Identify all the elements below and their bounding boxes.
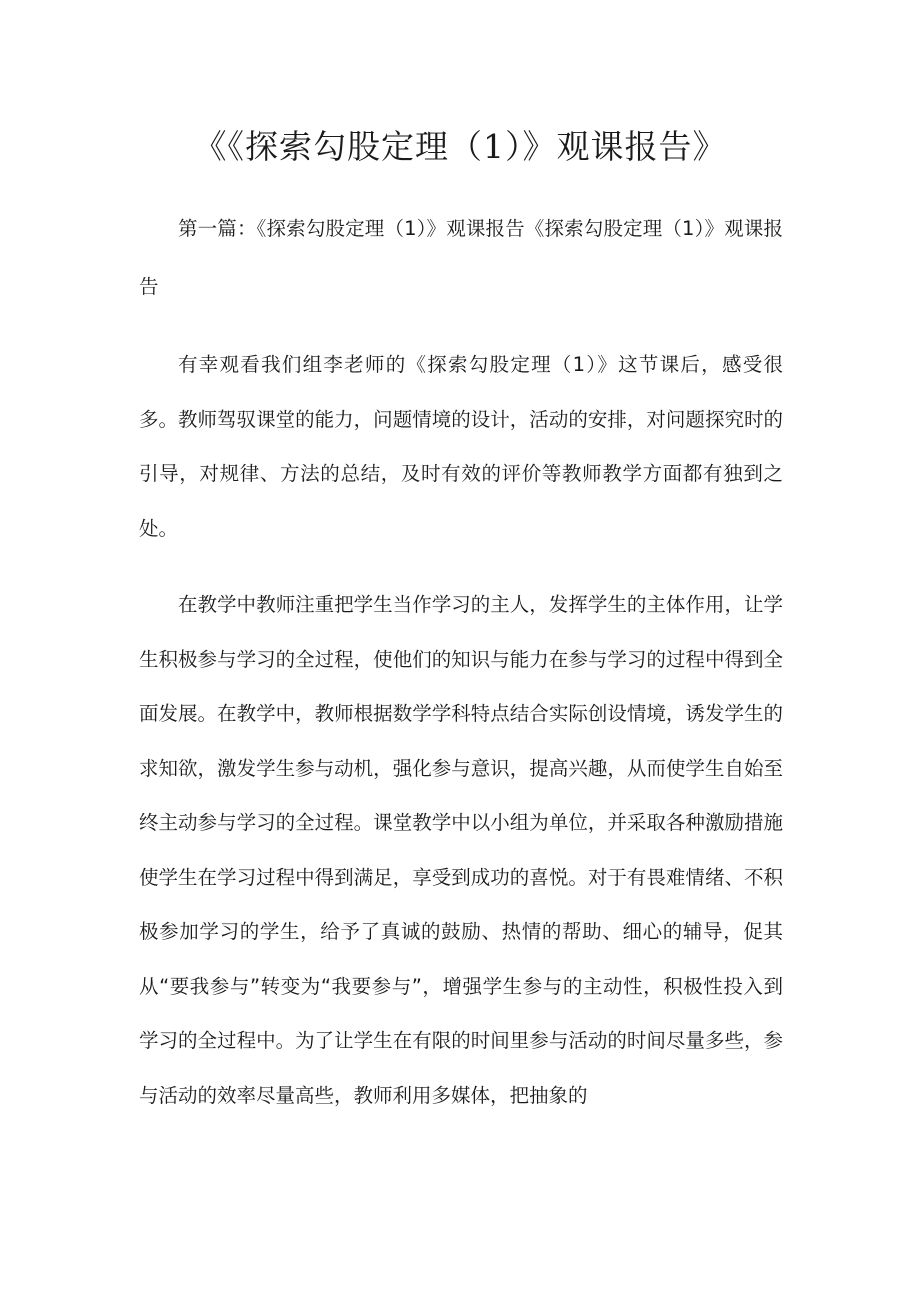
paragraph-teaching: 在教学中教师注重把学生当作学习的主人，发挥学生的主体作用，让学生积极参与学习的全过程，使他们的知识与能力在参与学习的过程中得到全面发展。在教学中，教师根据数学学科特点结合实际创设情境，诱发学生的求知欲，激发学生参与动机，强化参与意识，提高兴趣，从而使学生自始至终主动参与学习的全过程。课堂教学中以小组为单位，并采取各种激励措施使学生在学习过程中得到满足，享受到成功的喜悦。对于有畏难情绪、不积极参加学习的学生，给予了真诚的鼓励、热情的帮助、细心的辅导，促其从“要我参与”转变为“我要参与”，增强学生参与的主动性，积极性投入到学习的全过程中。为了让学生在有限的时间里参与活动的时间尽量多些，参与活动的效率尽量高些，教师利用多媒体，把抽象的 (139, 593, 783, 1107)
document-title: 《《探索勾股定理（1）》观课报告》 (193, 127, 727, 166)
document-body (139, 200, 783, 1145)
paragraph-intro: 有幸观看我们组李老师的《探索勾股定理（1）》这节课后，感受很多。教师驾驭课堂的能力，问题情境的设计，活动的安排，对问题探究时的引导，对规律、方法的总结，及时有效的评价等教师教学方面都有独到之处。 (139, 353, 783, 540)
paragraph-section-heading: 第一篇：《探索勾股定理（1）》观课报告《探索勾股定理（1）》观课报告 (139, 217, 783, 298)
